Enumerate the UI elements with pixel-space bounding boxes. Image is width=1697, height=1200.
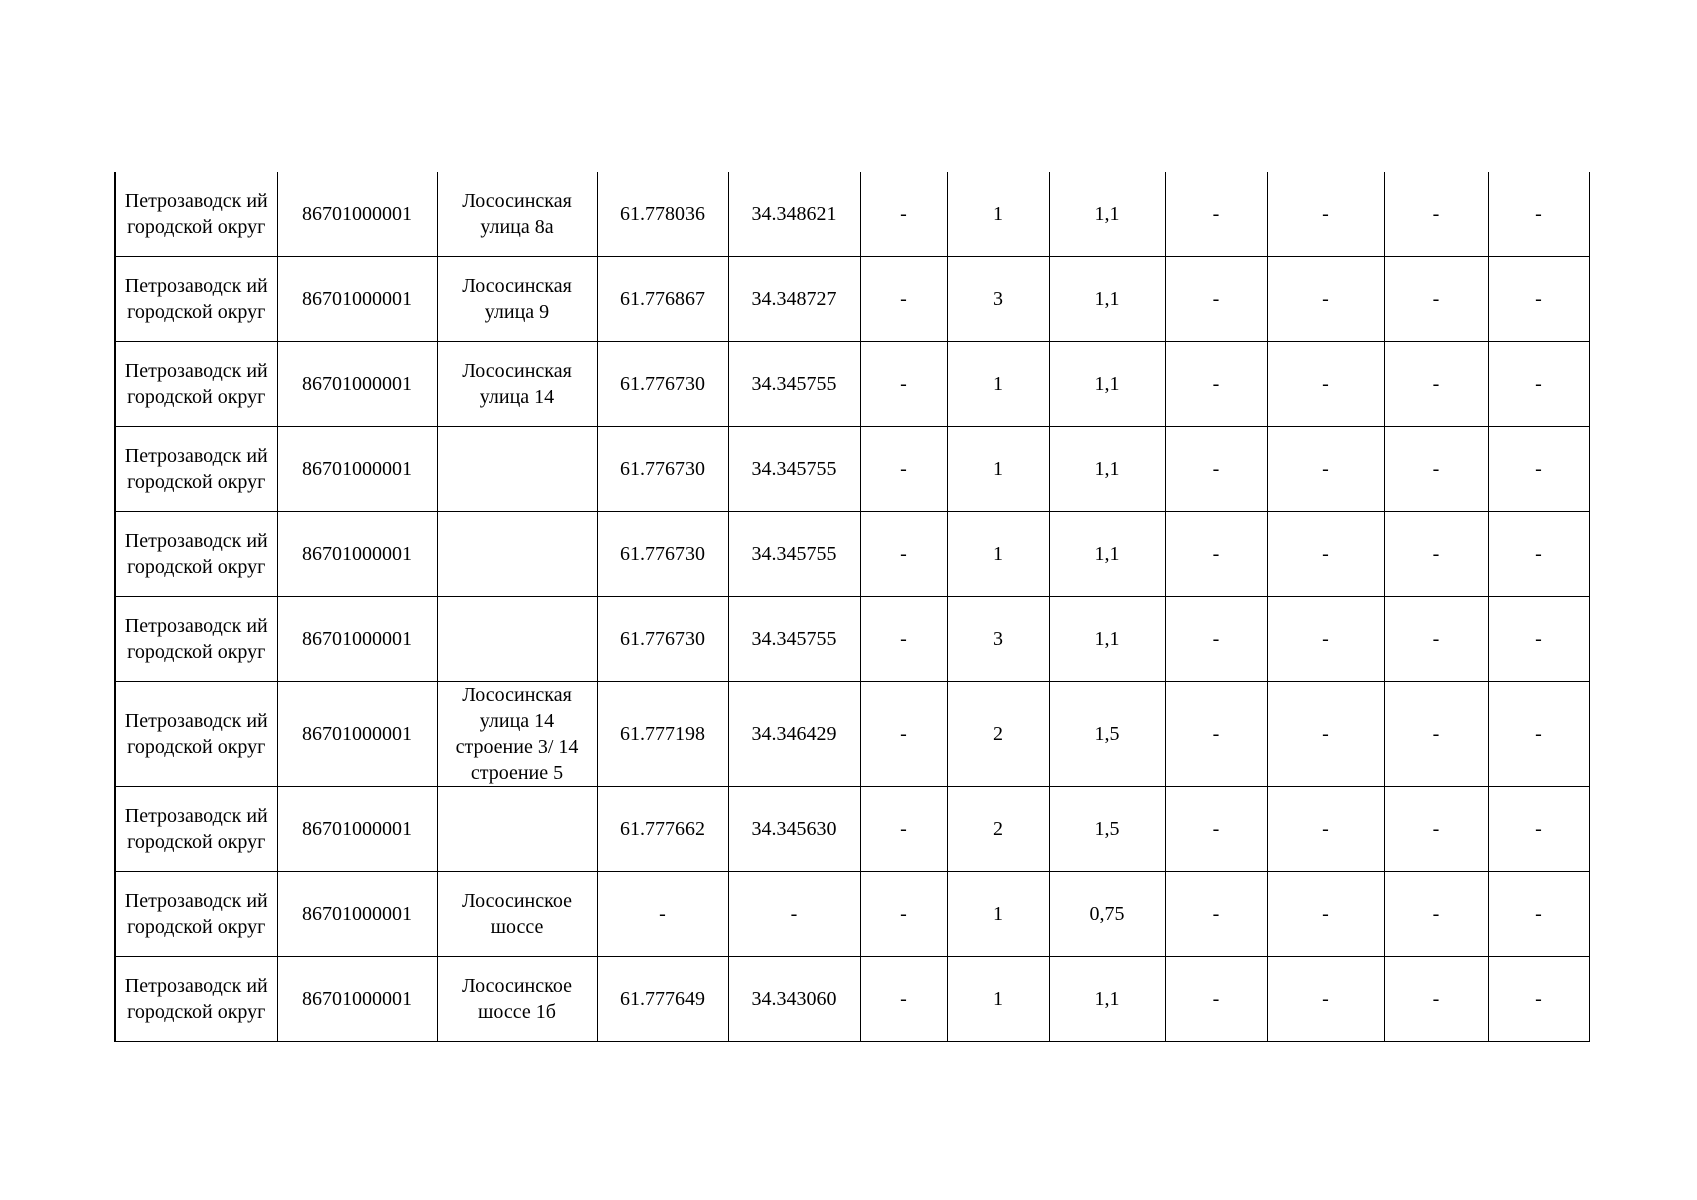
cell-volume: 1,5 — [1049, 787, 1165, 872]
cell-col10: - — [1267, 342, 1384, 427]
cell-volume: 1,5 — [1049, 682, 1165, 787]
cell-col12: - — [1488, 512, 1589, 597]
cell-col9: - — [1165, 682, 1267, 787]
cell-latitude: 61.777198 — [597, 682, 728, 787]
cell-count: 1 — [947, 957, 1049, 1042]
cell-longitude: 34.345755 — [728, 427, 860, 512]
cell-count: 3 — [947, 257, 1049, 342]
cell-col12: - — [1488, 172, 1589, 257]
table-row — [115, 872, 1589, 957]
cell-col10: - — [1267, 257, 1384, 342]
cell-address: Лососинская улица 14 — [437, 342, 597, 427]
cell-count: 2 — [947, 787, 1049, 872]
cell-col12: - — [1488, 787, 1589, 872]
cell-col10: - — [1267, 597, 1384, 682]
cell-col6: - — [860, 512, 947, 597]
cell-longitude: 34.345755 — [728, 342, 860, 427]
cell-address: Лососинская улица 8а — [437, 172, 597, 257]
table-row — [115, 957, 1589, 1042]
cell-latitude: 61.777662 — [597, 787, 728, 872]
cell-oktmo: 86701000001 — [277, 872, 437, 957]
cell-longitude: 34.346429 — [728, 682, 860, 787]
cell-count: 1 — [947, 342, 1049, 427]
cell-longitude: - — [728, 872, 860, 957]
cell-col6: - — [860, 427, 947, 512]
cell-volume: 1,1 — [1049, 512, 1165, 597]
cell-col6: - — [860, 682, 947, 787]
cell-latitude: - — [597, 872, 728, 957]
cell-municipality: Петрозаводск ий городской округ — [115, 787, 277, 872]
cell-oktmo: 86701000001 — [277, 172, 437, 257]
cell-col9: - — [1165, 257, 1267, 342]
cell-municipality: Петрозаводск ий городской округ — [115, 597, 277, 682]
cell-col9: - — [1165, 787, 1267, 872]
cell-longitude: 34.348727 — [728, 257, 860, 342]
cell-col10: - — [1267, 172, 1384, 257]
table-row — [115, 172, 1589, 257]
data-table — [114, 172, 1590, 1042]
table-row — [115, 257, 1589, 342]
cell-col12: - — [1488, 957, 1589, 1042]
cell-col11: - — [1384, 257, 1488, 342]
cell-col9: - — [1165, 427, 1267, 512]
cell-col6: - — [860, 342, 947, 427]
cell-col10: - — [1267, 787, 1384, 872]
cell-latitude: 61.776730 — [597, 597, 728, 682]
cell-col11: - — [1384, 427, 1488, 512]
cell-longitude: 34.345630 — [728, 787, 860, 872]
cell-col11: - — [1384, 342, 1488, 427]
cell-volume: 1,1 — [1049, 957, 1165, 1042]
cell-col6: - — [860, 172, 947, 257]
cell-col9: - — [1165, 342, 1267, 427]
cell-volume: 1,1 — [1049, 172, 1165, 257]
cell-address — [437, 597, 597, 682]
cell-longitude: 34.345755 — [728, 597, 860, 682]
cell-col12: - — [1488, 872, 1589, 957]
cell-municipality: Петрозаводск ий городской округ — [115, 872, 277, 957]
cell-longitude: 34.343060 — [728, 957, 860, 1042]
table-row — [115, 682, 1589, 787]
cell-count: 1 — [947, 872, 1049, 957]
cell-oktmo: 86701000001 — [277, 787, 437, 872]
cell-oktmo: 86701000001 — [277, 257, 437, 342]
cell-volume: 1,1 — [1049, 257, 1165, 342]
cell-col11: - — [1384, 597, 1488, 682]
cell-municipality: Петрозаводск ий городской округ — [115, 512, 277, 597]
cell-col10: - — [1267, 512, 1384, 597]
cell-address: Лососинское шоссе 1б — [437, 957, 597, 1042]
cell-col6: - — [860, 257, 947, 342]
cell-longitude: 34.345755 — [728, 512, 860, 597]
cell-address: Лососинская улица 14 строение 3/ 14 строение 5 — [437, 682, 597, 787]
cell-oktmo: 86701000001 — [277, 342, 437, 427]
cell-col10: - — [1267, 957, 1384, 1042]
cell-address: Лососинское шоссе — [437, 872, 597, 957]
cell-col10: - — [1267, 682, 1384, 787]
cell-oktmo: 86701000001 — [277, 512, 437, 597]
cell-oktmo: 86701000001 — [277, 957, 437, 1042]
cell-col11: - — [1384, 682, 1488, 787]
table-row — [115, 512, 1589, 597]
cell-col11: - — [1384, 787, 1488, 872]
cell-address — [437, 427, 597, 512]
cell-count: 1 — [947, 427, 1049, 512]
table-row — [115, 342, 1589, 427]
cell-count: 2 — [947, 682, 1049, 787]
cell-volume: 1,1 — [1049, 427, 1165, 512]
cell-col11: - — [1384, 957, 1488, 1042]
cell-municipality: Петрозаводск ий городской округ — [115, 257, 277, 342]
cell-volume: 1,1 — [1049, 597, 1165, 682]
cell-oktmo: 86701000001 — [277, 682, 437, 787]
cell-col11: - — [1384, 872, 1488, 957]
cell-col12: - — [1488, 597, 1589, 682]
cell-col12: - — [1488, 427, 1589, 512]
cell-count: 3 — [947, 597, 1049, 682]
cell-latitude: 61.777649 — [597, 957, 728, 1042]
cell-longitude: 34.348621 — [728, 172, 860, 257]
cell-address — [437, 787, 597, 872]
cell-latitude: 61.776867 — [597, 257, 728, 342]
cell-col9: - — [1165, 957, 1267, 1042]
cell-col12: - — [1488, 682, 1589, 787]
cell-col9: - — [1165, 597, 1267, 682]
cell-col12: - — [1488, 342, 1589, 427]
cell-count: 1 — [947, 172, 1049, 257]
cell-col9: - — [1165, 172, 1267, 257]
cell-volume: 1,1 — [1049, 342, 1165, 427]
cell-address: Лососинская улица 9 — [437, 257, 597, 342]
cell-col11: - — [1384, 172, 1488, 257]
cell-col6: - — [860, 787, 947, 872]
cell-latitude: 61.778036 — [597, 172, 728, 257]
cell-municipality: Петрозаводск ий городской округ — [115, 342, 277, 427]
cell-count: 1 — [947, 512, 1049, 597]
cell-municipality: Петрозаводск ий городской округ — [115, 427, 277, 512]
cell-municipality: Петрозаводск ий городской округ — [115, 172, 277, 257]
cell-latitude: 61.776730 — [597, 427, 728, 512]
cell-oktmo: 86701000001 — [277, 427, 437, 512]
table-row — [115, 597, 1589, 682]
cell-address — [437, 512, 597, 597]
cell-col6: - — [860, 597, 947, 682]
cell-col10: - — [1267, 427, 1384, 512]
cell-municipality: Петрозаводск ий городской округ — [115, 957, 277, 1042]
cell-col9: - — [1165, 872, 1267, 957]
cell-col11: - — [1384, 512, 1488, 597]
cell-col12: - — [1488, 257, 1589, 342]
cell-latitude: 61.776730 — [597, 342, 728, 427]
cell-col9: - — [1165, 512, 1267, 597]
cell-col6: - — [860, 872, 947, 957]
cell-volume: 0,75 — [1049, 872, 1165, 957]
cell-latitude: 61.776730 — [597, 512, 728, 597]
cell-col10: - — [1267, 872, 1384, 957]
table-body — [115, 172, 1589, 1042]
table-row — [115, 787, 1589, 872]
table-row — [115, 427, 1589, 512]
cell-municipality: Петрозаводск ий городской округ — [115, 682, 277, 787]
cell-oktmo: 86701000001 — [277, 597, 437, 682]
cell-col6: - — [860, 957, 947, 1042]
